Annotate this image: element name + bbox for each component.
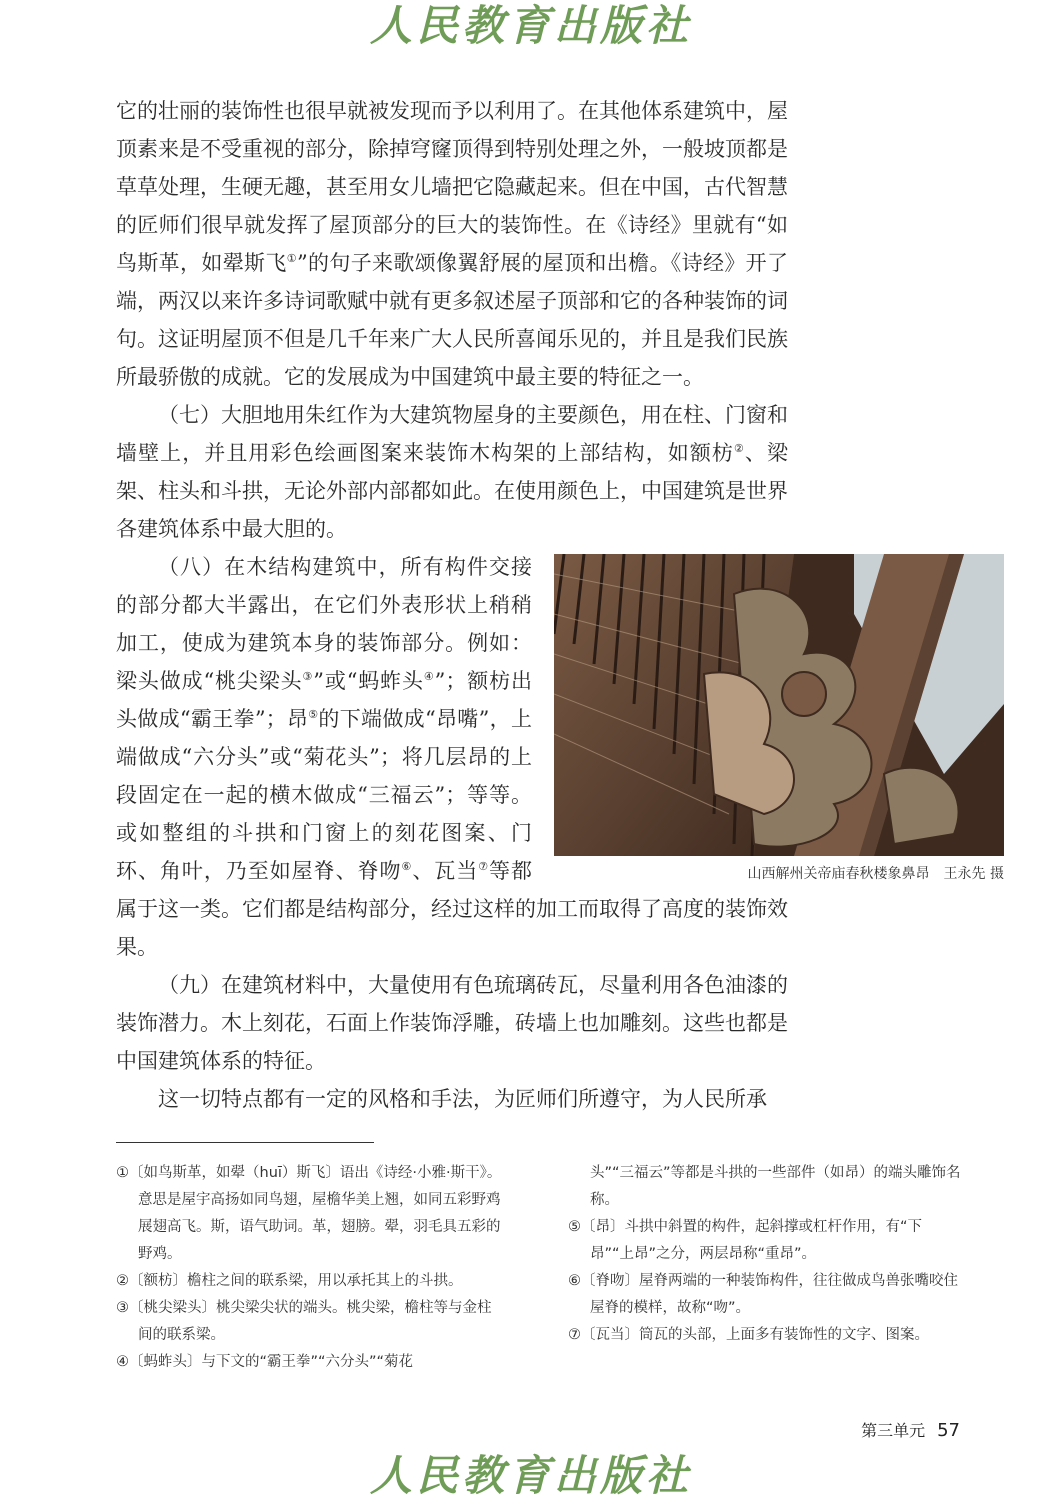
- paragraph-nine: （九）在建筑材料中，大量使用有色琉璃砖瓦，尽量利用各色油漆的装饰潜力。木上刻花，石面上作装饰浮雕，砖墙上也加雕刻。这些也都是中国建筑体系的特征。: [116, 973, 788, 1073]
- footnote-ref-1[interactable]: ①: [286, 252, 297, 265]
- footnote-ref-3[interactable]: ③: [302, 670, 314, 683]
- footnote-ref-5[interactable]: ⑤: [308, 708, 319, 721]
- footnotes-right-column: [568, 1160, 962, 1349]
- footnote-3: ③〔桃尖梁头〕桃尖梁尖状的端头。桃尖梁，檐柱等与金柱间的联系梁。: [116, 1300, 492, 1343]
- body-text: [116, 92, 1004, 1118]
- footnote-ref-7[interactable]: ⑦: [478, 860, 490, 873]
- bracket-photo: [554, 554, 1004, 856]
- publisher-logo-top: 人民教育出版社: [369, 1, 692, 50]
- footnote-ref-4[interactable]: ④: [423, 670, 435, 683]
- figure: [554, 554, 1004, 884]
- footnote-7: ⑦〔瓦当〕筒瓦的头部，上面多有装饰性的文字、图案。: [568, 1327, 929, 1343]
- unit-label: 第三单元: [861, 1421, 926, 1440]
- footnote-5: ⑤〔昂〕斗拱中斜置的构件，起斜撑或杠杆作用，有“下昂”“上昂”之分，两层昂称“重昂”。: [568, 1219, 923, 1262]
- footnote-4: ④〔蚂蚱头〕与下文的“霸王拳”“六分头”“菊花: [116, 1354, 414, 1370]
- publisher-logo-bottom: 人民教育出版社: [369, 1451, 692, 1500]
- footnote-4-continued: 头”“三福云”等都是斗拱的一些部件（如昂）的端头雕饰名称。: [590, 1165, 961, 1208]
- footnote-6: ⑥〔脊吻〕屋脊两端的一种装饰构件，往往做成鸟兽张嘴咬住屋脊的模样，故称“吻”。: [568, 1273, 958, 1316]
- photo-caption: 山西解州关帝庙春秋楼象鼻昂 王永先 摄: [747, 866, 1004, 882]
- paragraph-summary: 这一切特点都有一定的风格和手法，为匠师们所遵守，为人民所承: [158, 1087, 767, 1111]
- paragraph-eight: 山西解州关帝庙春秋楼象鼻昂 王永先 摄 （八）在木结构建筑中，所有构件交接的部分都大半露出，在它们外表形状上稍稍加工，使成为建筑本身的装饰部分。例如：梁头做成“桃尖梁头③”或“蚂蚱头④”；额枋出头做成“霸王拳”；昂⑤的下端做成“昂嘴”，上端做成“六分头”或“菊花头”；将几层昂的上段固定在一起的横木做成“三福云”；等等。或如整组的斗拱和门窗上的刻花图案、门环、角叶，乃至如屋脊、脊吻⑥、瓦当⑦等都属于这一类。它们都是结构部分，经过这样的加工而取得了高度的装饰效果。: [116, 555, 1004, 959]
- footnote-ref-2[interactable]: ②: [733, 442, 745, 455]
- paragraph-roof: 它的壮丽的装饰性也很早就被发现而予以利用了。在其他体系建筑中，屋顶素来是不受重视的部分，除掉穹窿顶得到特别处理之外，一般坡顶都是草草处理，生硬无趣，甚至用女儿墙把它隐藏起来。但在中国，古代智慧的匠师们很早就发挥了屋顶部分的巨大的装饰性。在《诗经》里就有“如鸟斯革，如翚斯飞①”的句子来歌颂像翼舒展的屋顶和出檐。《诗经》开了端，两汉以来许多诗词歌赋中就有更多叙述屋子顶部和它的各种装饰的词句。这证明屋顶不但是几千年来广大人民所喜闻乐见的，并且是我们民族所最骄傲的成就。它的发展成为中国建筑中最主要的特征之一。: [116, 99, 788, 389]
- paragraph-seven: （七）大胆地用朱红作为大建筑物屋身的主要颜色，用在柱、门窗和墙壁上，并且用彩色绘画图案来装饰木构架的上部结构，如额枋②、梁架、柱头和斗拱，无论外部内部都如此。在使用颜色上，中国建筑是世界各建筑体系中最大胆的。: [116, 403, 788, 541]
- footnote-ref-6[interactable]: ⑥: [401, 860, 413, 873]
- footnote-1: ①〔如鸟斯革，如翚（huī）斯飞〕语出《诗经·小雅·斯干》。意思是屋宇高扬如同鸟翅，屋檐华美上翘，如同五彩野鸡展翅高飞。斯，语气助词。革，翅膀。翚，羽毛具五彩的野鸡。: [116, 1165, 502, 1262]
- footnotes-left-column: [116, 1160, 504, 1376]
- footnote-divider: [116, 1142, 374, 1143]
- footnote-2: ②〔额枋〕檐柱之间的联系梁，用以承托其上的斗拱。: [116, 1273, 463, 1289]
- page-number: 57: [937, 1420, 960, 1441]
- page-footer: [861, 1420, 960, 1442]
